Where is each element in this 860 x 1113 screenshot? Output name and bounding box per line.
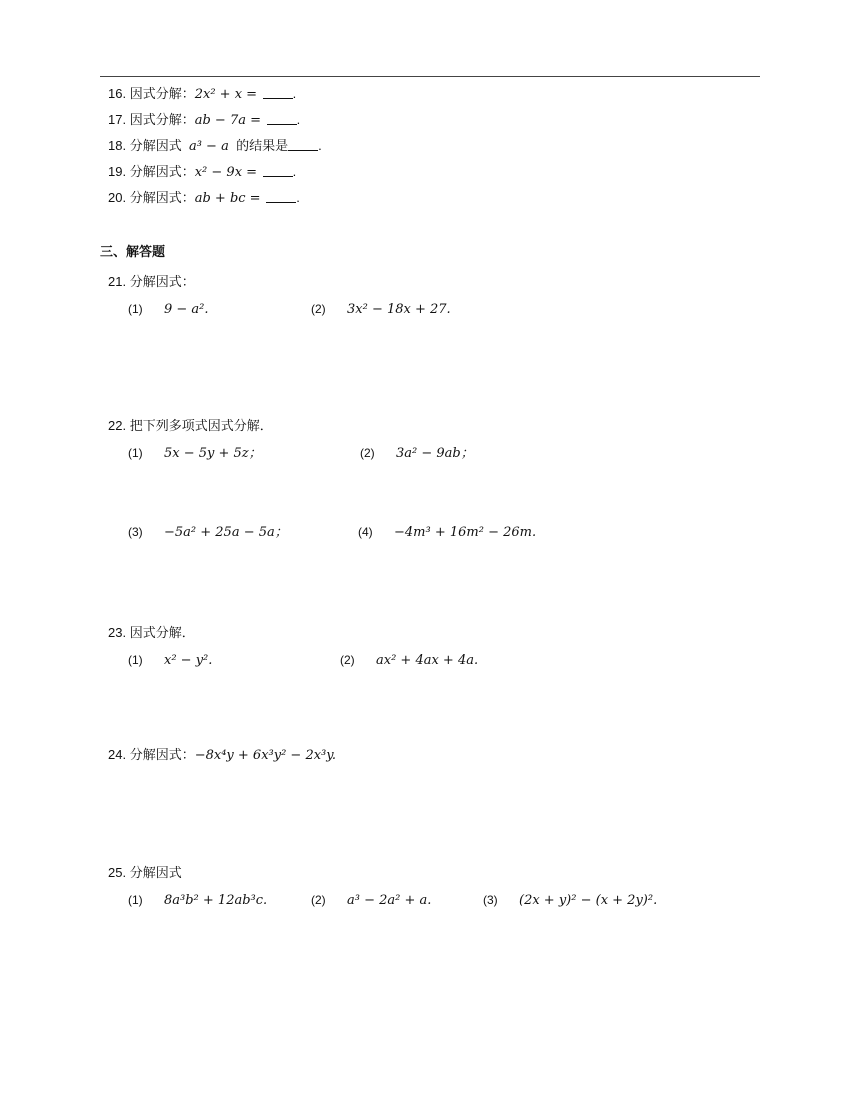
question-23-part-2 xyxy=(340,651,478,670)
question-22-part-1 xyxy=(128,444,262,463)
part-expression: 8a³b² + 12ab³c. xyxy=(164,893,268,908)
question-20 xyxy=(108,189,300,208)
part-expression: a³ − 2a² + a. xyxy=(347,893,432,908)
question-text: 因式分解． xyxy=(129,625,195,640)
question-21 xyxy=(108,273,195,291)
answer-blank[interactable] xyxy=(263,164,293,177)
answer-blank[interactable] xyxy=(288,138,318,151)
question-expression: ab − 7a = xyxy=(194,113,261,128)
question-prompt: 分解因式： xyxy=(129,164,195,179)
part-index: (2) xyxy=(311,893,326,907)
top-divider xyxy=(100,76,760,77)
question-text: 分解因式 xyxy=(129,865,182,880)
question-25 xyxy=(108,864,182,882)
question-24 xyxy=(108,746,336,765)
question-25-part-1 xyxy=(128,891,267,910)
question-number: 19. xyxy=(108,164,127,179)
part-index: (1) xyxy=(128,893,143,907)
part-index: (1) xyxy=(128,302,143,316)
question-expression: ab + bc = xyxy=(194,191,261,206)
question-number: 16. xyxy=(108,86,127,101)
part-index: (2) xyxy=(360,446,375,460)
question-expression: x² − 9x = xyxy=(194,165,258,180)
question-prompt: 因式分解： xyxy=(129,112,195,127)
question-23-part-1 xyxy=(128,651,212,670)
section-heading: 三、解答题 xyxy=(100,244,166,259)
answer-blank[interactable] xyxy=(263,86,293,99)
question-21-part-2 xyxy=(311,300,451,319)
question-25-part-3 xyxy=(483,891,657,910)
question-23 xyxy=(108,624,195,642)
question-16 xyxy=(108,85,296,104)
question-text: 分解因式： xyxy=(129,747,195,762)
question-expression: −8x⁴y + 6x³y² − 2x³y. xyxy=(194,748,337,763)
question-suffix: . xyxy=(296,190,300,205)
question-prompt: 因式分解： xyxy=(129,86,195,101)
part-expression: 3x² − 18x + 27. xyxy=(347,302,451,317)
question-suffix: . xyxy=(292,164,297,179)
question-number: 22. xyxy=(108,418,127,433)
part-index: (4) xyxy=(358,525,373,539)
answer-blank[interactable] xyxy=(267,112,297,125)
question-suffix: . xyxy=(292,86,297,101)
part-index: (3) xyxy=(483,893,498,907)
question-18 xyxy=(108,137,322,156)
question-number: 25. xyxy=(108,865,127,880)
part-index: (1) xyxy=(128,653,143,667)
question-number: 23. xyxy=(108,625,127,640)
part-expression: 9 − a². xyxy=(164,302,209,317)
question-22-part-2 xyxy=(360,444,474,463)
question-number: 24. xyxy=(108,747,127,762)
question-text: 分解因式： xyxy=(129,274,195,289)
part-index: (1) xyxy=(128,446,143,460)
question-prompt: 分解因式： xyxy=(129,190,195,205)
part-index: (3) xyxy=(128,525,143,539)
question-number: 20. xyxy=(108,190,127,205)
question-suffix: . xyxy=(318,138,322,153)
question-22 xyxy=(108,417,273,435)
question-after: 的结果是 xyxy=(236,138,289,153)
part-index: (2) xyxy=(340,653,355,667)
part-expression: −5a² + 25a − 5a； xyxy=(164,525,288,540)
question-22-part-3 xyxy=(128,523,288,542)
question-17 xyxy=(108,111,300,130)
part-expression: ax² + 4ax + 4a. xyxy=(376,653,479,668)
question-suffix: . xyxy=(296,112,301,127)
question-19 xyxy=(108,163,296,182)
question-22-part-4 xyxy=(358,523,536,542)
question-text: 把下列多项式因式分解． xyxy=(129,418,273,433)
question-prompt: 分解因式 xyxy=(129,138,182,153)
part-expression: 5x − 5y + 5z； xyxy=(164,446,262,461)
part-expression: x² − y². xyxy=(164,653,213,668)
question-number: 21. xyxy=(108,274,127,289)
part-expression: 3a² − 9ab； xyxy=(396,446,474,461)
question-21-part-1 xyxy=(128,300,209,319)
question-number: 17. xyxy=(108,112,127,127)
question-expression: a³ − a xyxy=(188,139,229,154)
part-index: (2) xyxy=(311,302,326,316)
question-expression: 2x² + x = xyxy=(194,87,258,102)
question-25-part-2 xyxy=(311,891,431,910)
part-expression: (2x + y)² − (x + 2y)². xyxy=(519,893,658,908)
answer-blank[interactable] xyxy=(266,190,296,203)
question-number: 18. xyxy=(108,138,127,153)
part-expression: −4m³ + 16m² − 26m. xyxy=(394,525,537,540)
